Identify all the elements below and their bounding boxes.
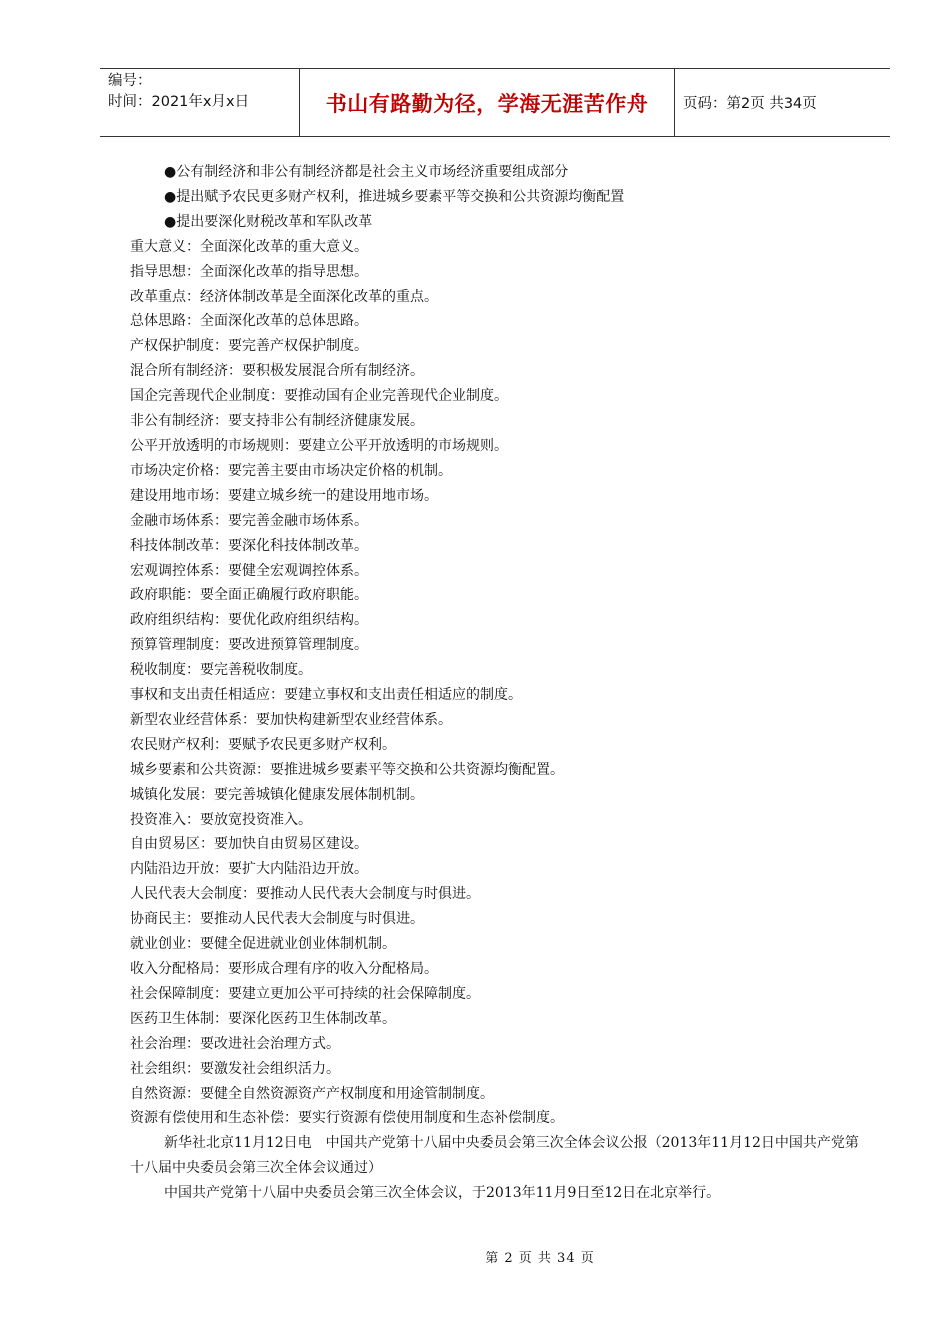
body-line: 收入分配格局：要形成合理有序的收入分配格局。 — [130, 961, 438, 977]
body-line: 国企完善现代企业制度：要推动国有企业完善现代企业制度。 — [130, 388, 508, 405]
body-line: 人民代表大会制度：要推动人民代表大会制度与时俱进。 — [130, 886, 480, 903]
body-line: 税收制度：要完善税收制度。 — [130, 662, 312, 679]
body-line: 事权和支出责任相适应：要建立事权和支出责任相适应的制度。 — [130, 687, 522, 704]
body-line: 金融市场体系：要完善金融市场体系。 — [130, 512, 368, 529]
body-line: 自然资源：要健全自然资源资产产权制度和用途管制制度。 — [130, 1085, 494, 1102]
bullet-item: ●提出要深化财税改革和军队改革 — [164, 213, 373, 230]
document-body — [130, 160, 870, 1206]
body-line: 预算管理制度：要改进预算管理制度。 — [130, 637, 368, 654]
bullet-item: ●公有制经济和非公有制经济都是社会主义市场经济重要组成部分 — [164, 164, 569, 180]
body-line: 指导思想：全面深化改革的指导思想。 — [130, 263, 368, 280]
body-line: 市场决定价格：要完善主要由市场决定价格的机制。 — [130, 462, 452, 479]
body-line: 改革重点：经济体制改革是全面深化改革的重点。 — [130, 288, 438, 305]
header-meta — [100, 69, 300, 136]
body-line: 城镇化发展：要完善城镇化健康发展体制机制。 — [130, 786, 424, 803]
body-line: 公平开放透明的市场规则：要建立公平开放透明的市场规则。 — [130, 437, 508, 454]
serial-number-label: 编号： — [108, 73, 152, 89]
body-line: 城乡要素和公共资源：要推进城乡要素平等交换和公共资源均衡配置。 — [130, 761, 564, 778]
body-line: 内陆沿边开放：要扩大内陆沿边开放。 — [130, 861, 368, 878]
body-line: 农民财产权利：要赋予农民更多财产权利。 — [130, 736, 396, 753]
body-line: 社会治理：要改进社会治理方式。 — [130, 1035, 340, 1052]
body-line: 新型农业经营体系：要加快构建新型农业经营体系。 — [130, 711, 452, 728]
body-line: 政府职能：要全面正确履行政府职能。 — [130, 587, 368, 604]
body-line: 总体思路：全面深化改革的总体思路。 — [130, 313, 368, 330]
footer-page-number: 第 2 页 共 34 页 — [485, 1251, 595, 1266]
body-line: 医药卫生体制：要深化医药卫生体制改革。 — [130, 1010, 396, 1027]
body-line: 宏观调控体系：要健全宏观调控体系。 — [130, 562, 368, 579]
body-line: 建设用地市场：要建立城乡统一的建设用地市场。 — [130, 487, 438, 504]
body-line: 产权保护制度：要完善产权保护制度。 — [130, 338, 368, 355]
page-footer — [0, 1247, 950, 1266]
news-paragraph: 中国共产党第十八届中央委员会第三次全体会议，于2013年11月9日至12日在北京举行。 — [164, 1185, 721, 1202]
body-line: 资源有偿使用和生态补偿：要实行资源有偿使用制度和生态补偿制度。 — [130, 1110, 564, 1127]
bullet-item: ●提出赋予农民更多财产权利，推进城乡要素平等交换和公共资源均衡配置 — [164, 188, 625, 205]
body-line: 就业创业：要健全促进就业创业体制机制。 — [130, 936, 396, 953]
body-line: 社会组织：要激发社会组织活力。 — [130, 1060, 340, 1077]
body-line: 非公有制经济：要支持非公有制经济健康发展。 — [130, 413, 424, 430]
time-label: 时间：2021年x月x日 — [108, 94, 250, 110]
body-line: 社会保障制度：要建立更加公平可持续的社会保障制度。 — [130, 985, 480, 1002]
body-line: 混合所有制经济：要积极发展混合所有制经济。 — [130, 363, 424, 380]
header-page-number: 页码：第2页 共34页 — [683, 96, 817, 112]
body-line: 协商民主：要推动人民代表大会制度与时俱进。 — [130, 911, 424, 928]
body-line: 重大意义：全面深化改革的重大意义。 — [130, 238, 368, 255]
page-header — [100, 68, 890, 137]
body-line: 投资准入：要放宽投资准入。 — [130, 811, 312, 828]
body-line: 自由贸易区：要加快自由贸易区建设。 — [130, 836, 368, 853]
news-paragraph: 新华社北京11月12日电 中国共产党第十八届中央委员会第三次全体会议公报（2013年11月12日中国共产党第十八届中央委员会第三次全体会议通过） — [130, 1135, 859, 1177]
body-line: 政府组织结构：要优化政府组织结构。 — [130, 612, 368, 629]
header-motto: 书山有路勤为径，学海无涯苦作舟 — [300, 69, 675, 136]
body-line: 科技体制改革：要深化科技体制改革。 — [130, 537, 368, 554]
